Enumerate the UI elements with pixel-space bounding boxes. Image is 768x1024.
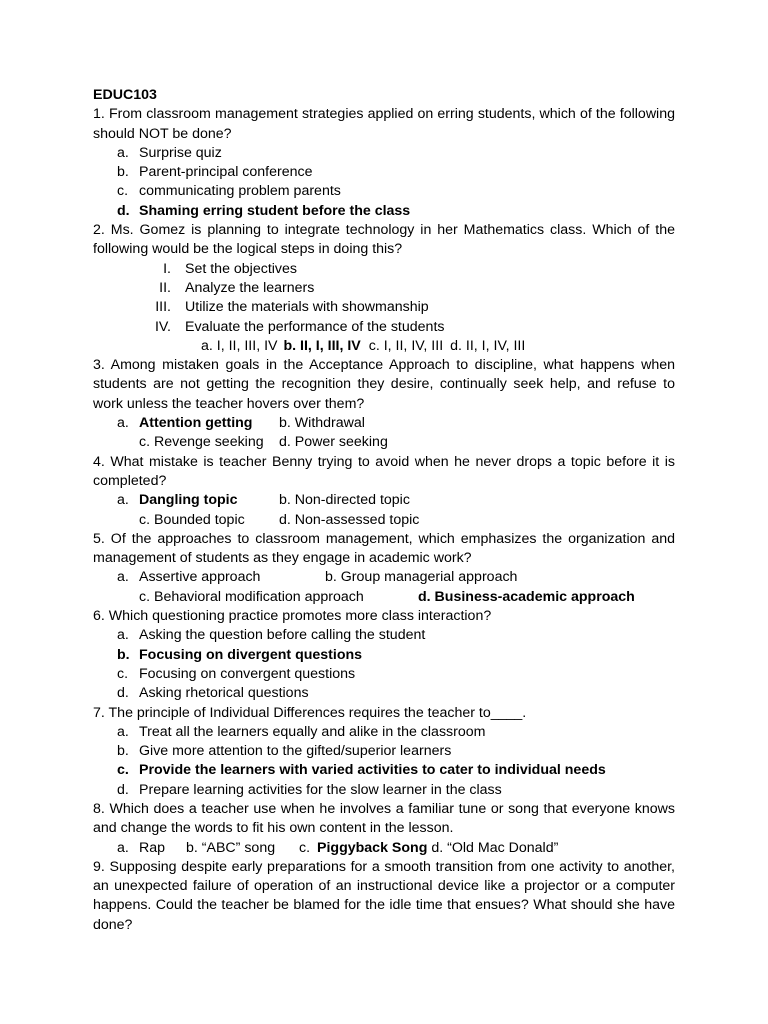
q2-choices (93, 337, 675, 356)
q2-step-4 (93, 318, 675, 337)
q1-option-b (93, 163, 675, 182)
question-2-text: 2. Ms. Gomez is planning to integrate technology in her Mathematics class. Which of the following would be the logical steps in doing this? (93, 222, 675, 258)
roman-numeral: I. (163, 260, 171, 277)
option-marker: a. (117, 415, 129, 432)
q4-option-d: d. Non-assessed topic (279, 511, 420, 528)
q8-option-c-answer: Piggyback Song (317, 839, 428, 856)
question-7-text: 7. The principle of Individual Differences requires the teacher to____. (93, 704, 527, 721)
q3-options-row-1 (93, 414, 675, 433)
q7-option-a (93, 723, 675, 742)
option-marker: c. (117, 665, 129, 682)
roman-numeral: IV. (154, 318, 171, 335)
q8-option-b: b. “ABC” song (186, 839, 276, 856)
q4-options-row-2 (93, 511, 675, 530)
q5-options-row-1 (93, 568, 675, 587)
option-marker: c. (299, 839, 311, 856)
option-text: Focusing on divergent questions (139, 646, 363, 663)
option-text: Prepare learning activities for the slow learner in the class (139, 781, 502, 798)
option-text: Asking the question before calling the student (139, 627, 426, 644)
q1-option-c (93, 182, 675, 201)
q2-step-2 (93, 279, 675, 298)
question-6-text: 6. Which questioning practice promotes more class interaction? (93, 608, 492, 625)
option-text: Shaming erring student before the class (139, 202, 411, 219)
step-text: Evaluate the performance of the students (185, 318, 445, 335)
q7-option-d (93, 781, 675, 800)
q3-option-c: c. Revenge seeking (139, 434, 264, 451)
document-body (93, 86, 675, 935)
q4-option-a-answer: Dangling topic (139, 492, 238, 509)
q1-option-d-answer (93, 202, 675, 221)
option-marker: a. (117, 627, 129, 644)
option-text: communicating problem parents (139, 183, 341, 200)
q3-option-d: d. Power seeking (279, 434, 388, 451)
question-8-text: 8. Which does a teacher use when he involves a familiar tune or song that everyone knows and change the words to fit his own content in the lesson. (93, 800, 675, 837)
option-marker: a. (117, 723, 129, 740)
option-marker: d. (117, 781, 129, 798)
course-code-title: EDUC103 (93, 87, 157, 103)
q5-options-row-2 (93, 588, 675, 607)
roman-numeral: III. (155, 299, 171, 316)
option-marker: b. (117, 743, 129, 760)
q2-choice-d: d. II, I, IV, III (450, 337, 526, 354)
q2-step-1 (93, 260, 675, 279)
q4-option-c: c. Bounded topic (139, 511, 245, 528)
roman-numeral: II. (159, 279, 171, 296)
question-9-text: 9. Supposing despite early preparations for a smooth transition from one activity to another, an unexpected failure of operation of an instructional device like a projector or a computer happens. Could the teacher be blamed for the idle time that ensues? What should she have done? (93, 858, 675, 933)
q4-options-row-1 (93, 491, 675, 510)
q5-option-b: b. Group managerial approach (325, 569, 518, 586)
step-text: Set the objectives (185, 260, 297, 277)
q3-options-row-2 (93, 433, 675, 452)
q2-choice-b-answer: b. II, I, III, IV (283, 337, 361, 354)
option-text: Treat all the learners equally and alike in the classroom (139, 723, 486, 740)
q5-option-a: Assertive approach (139, 569, 261, 586)
option-marker: b. (117, 164, 129, 181)
q8-option-d: d. “Old Mac Donald” (431, 839, 559, 856)
option-marker: a. (117, 839, 129, 856)
option-marker: a. (117, 492, 129, 509)
q6-option-c (93, 665, 675, 684)
option-marker: a. (117, 569, 129, 586)
q5-option-d-answer: d. Business-academic approach (418, 588, 635, 605)
question-5-text: 5. Of the approaches to classroom management, which emphasizes the organization and management of students as they engage in academic work? (93, 530, 675, 567)
q6-option-a (93, 626, 675, 645)
option-text: Asking rhetorical questions (139, 685, 309, 702)
q3-option-a-answer: Attention getting (139, 415, 253, 432)
option-text: Provide the learners with varied activities to cater to individual needs (139, 762, 606, 779)
step-text: Analyze the learners (185, 279, 315, 296)
q5-option-c: c. Behavioral modification approach (139, 588, 364, 605)
q2-step-3 (93, 298, 675, 317)
q8-options-row (93, 839, 675, 858)
question-1-text: 1. From classroom management strategies applied on erring students, which of the following should NOT be done? (93, 106, 675, 142)
q6-option-d (93, 684, 675, 703)
question-3-text: 3. Among mistaken goals in the Acceptance Approach to discipline, what happens when students are not getting the recognition they desire, continually seek help, and refuse to work unless the teacher hovers over them? (93, 357, 675, 412)
q8-option-a: Rap (139, 839, 166, 856)
step-text: Utilize the materials with showmanship (185, 299, 429, 316)
q3-option-b: b. Withdrawal (279, 415, 365, 432)
q4-option-b: b. Non-directed topic (279, 492, 410, 509)
option-marker: d. (117, 202, 130, 219)
q2-choice-c: c. I, II, IV, III (368, 337, 444, 354)
option-marker: a. (117, 144, 129, 161)
q7-option-c-answer (93, 761, 675, 780)
option-text: Surprise quiz (139, 144, 222, 161)
q7-option-b (93, 742, 675, 761)
q6-option-b-answer (93, 646, 675, 665)
q1-option-a (93, 144, 675, 163)
option-marker: d. (117, 685, 129, 702)
option-marker: b. (117, 646, 130, 663)
option-text: Focusing on convergent questions (139, 665, 356, 682)
question-4-text: 4. What mistake is teacher Benny trying to avoid when he never drops a topic before it is completed? (93, 453, 675, 489)
q2-choice-a: a. I, II, III, IV (201, 337, 278, 354)
option-marker: c. (117, 762, 129, 779)
option-text: Parent-principal conference (139, 164, 313, 181)
option-text: Give more attention to the gifted/superior learners (139, 743, 452, 760)
option-marker: c. (117, 183, 129, 200)
